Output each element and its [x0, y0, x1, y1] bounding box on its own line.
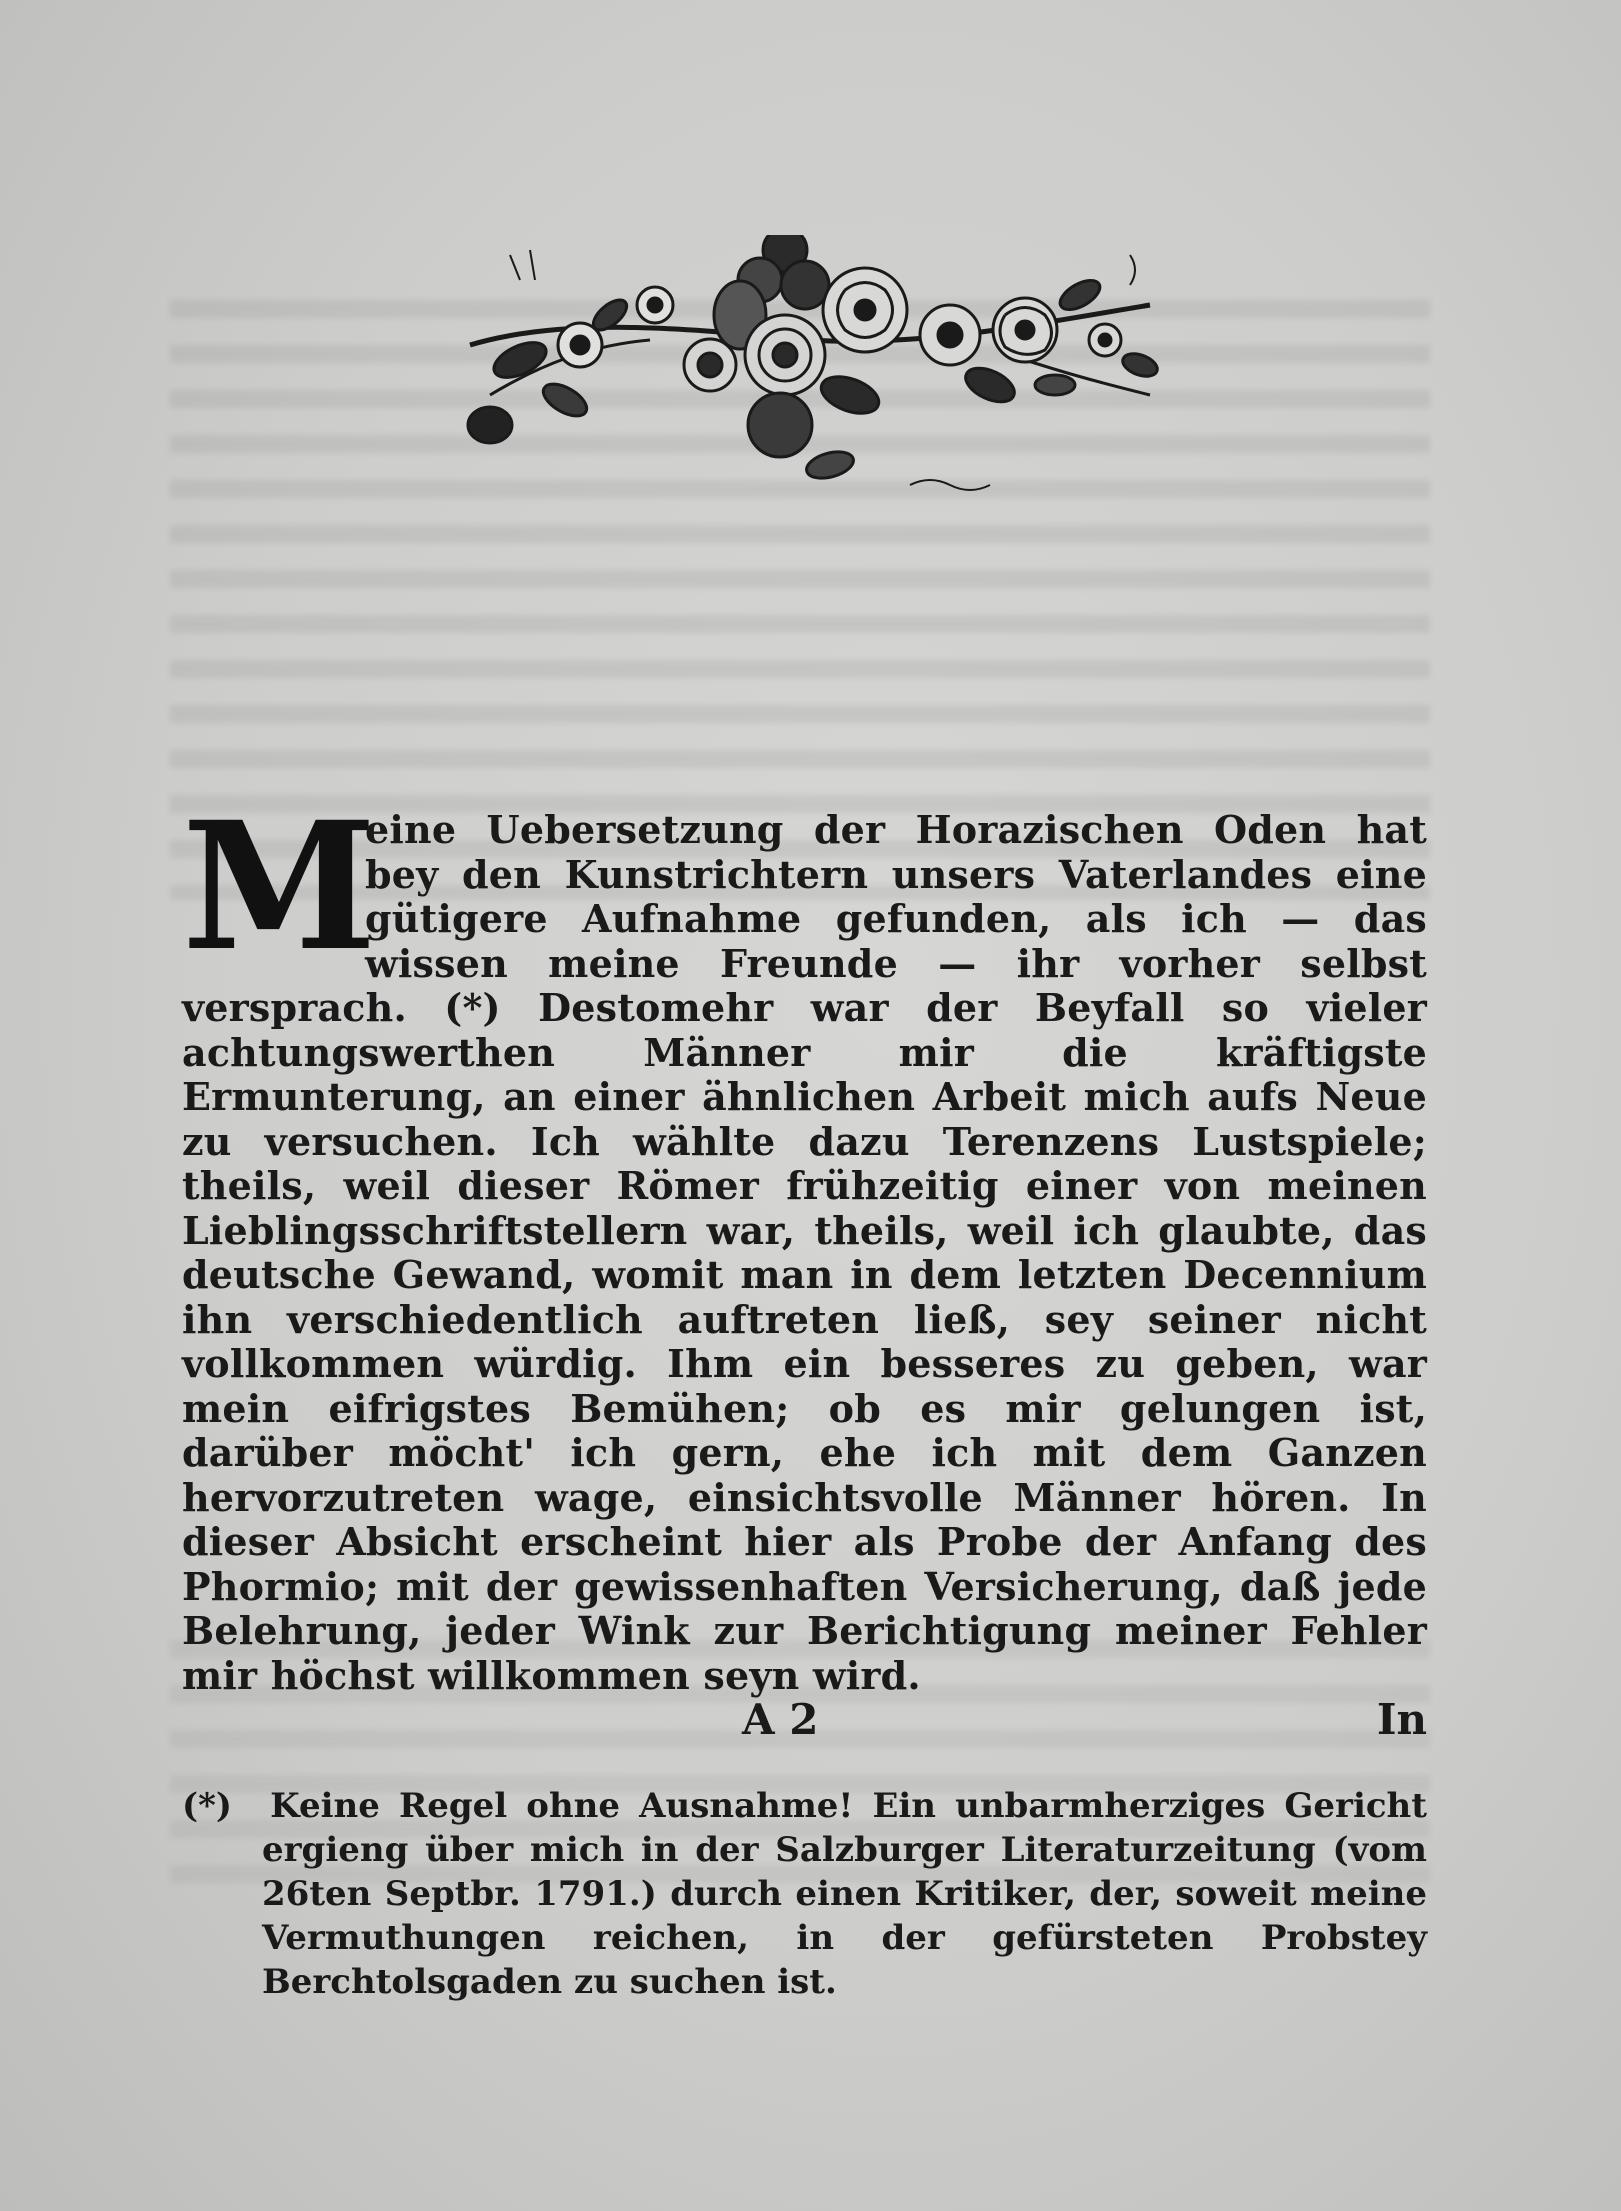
- floral-vignette-ornament: [450, 235, 1170, 525]
- body-text: eine Uebersetzung der Horazischen Oden hat bey den Kunstrichtern unsers Vaterlandes eine gütigere Aufnahme gefunden, als ich — das wissen meine Freunde — ihr vorher selbst versprach. (*) Destomehr war der Beyfall so vieler achtungswerthen Männer mir die kräftigste Ermunterung, an einer ähnlichen Arbeit mich aufs Neue zu versuchen. Ich wählte dazu Terenzens Lustspiele; theils, weil dieser Römer frühzeitig einer von meinen Lieblingsschriftstellern war, theils, weil ich glaubte, das deutsche Gewand, womit man in dem letzten Decennium ihn verschiedentlich auftreten ließ, sey seiner nicht vollkommen würdig. Ihm ein besseres zu geben, war mein eifrigstes Bemühen; ob es mir gelungen ist, darüber möcht' ich gern, ehe ich mit dem Ganzen hervorzutreten wage, einsichtsvolle Männer hören. In dieser Absicht erscheint hier als Probe der Anfang des Phormio; mit der gewissenhaften Versicherung, daß jede Belehrung, jeder Wink zur Berichtigung meiner Fehler mir höchst willkommen seyn wird.: [182, 807, 1427, 1698]
- body-paragraph: [182, 783, 1427, 1698]
- footnote-mark: (*): [182, 1786, 232, 1826]
- catchword: In: [1376, 1695, 1427, 1744]
- signature-mark: A 2: [742, 1695, 819, 1744]
- footnote: [182, 1784, 1427, 2004]
- footnote-text: Keine Regel ohne Ausnahme! Ein unbarmherziges Gericht ergieng über mich in der Salzburger Literaturzeitung (vom 26ten Septbr. 1791.) durch einen Kritiker, der, soweit meine Vermuthungen reichen, in der gefürsteten Probstey Berchtolsgaden zu suchen ist.: [262, 1786, 1427, 2002]
- page-footer-row: [182, 1695, 1427, 1755]
- drop-cap: M: [182, 783, 378, 990]
